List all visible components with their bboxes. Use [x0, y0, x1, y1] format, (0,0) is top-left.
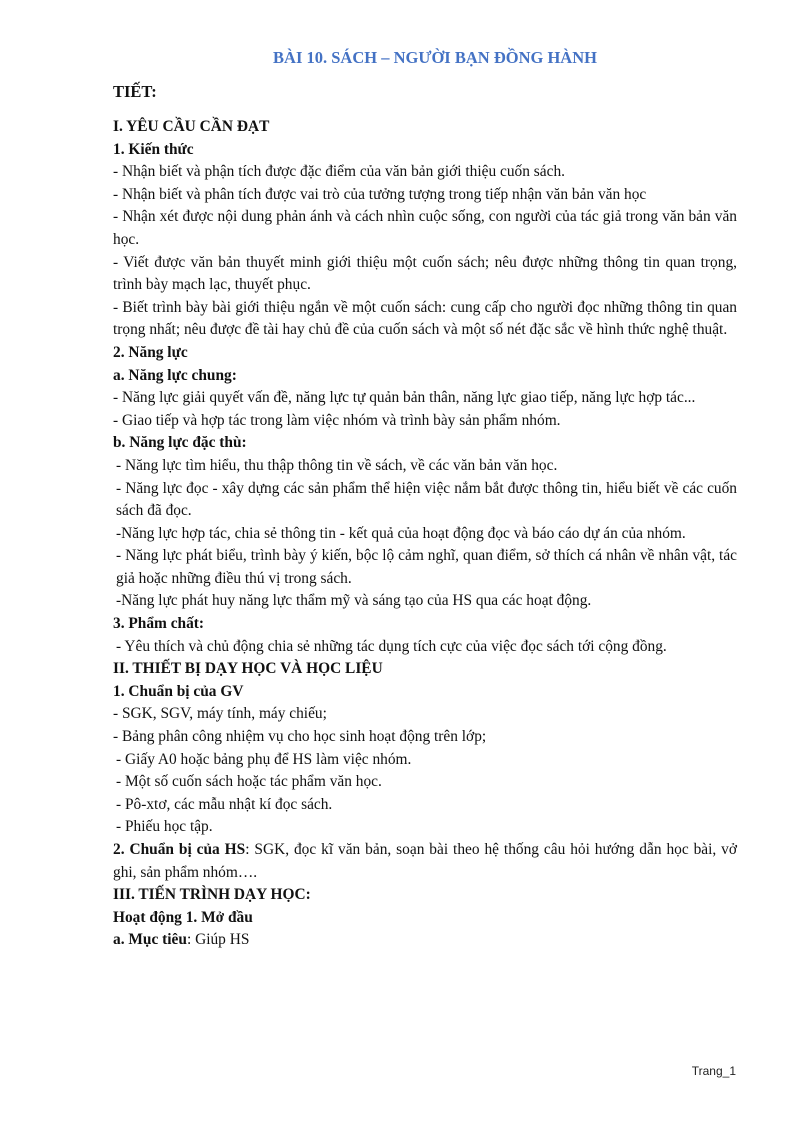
page-number: Trang_1: [691, 1064, 736, 1078]
student-prep-paragraph: [113, 839, 737, 884]
lesson-title: BÀI 10. SÁCH – NGƯỜI BẠN ĐỒNG HÀNH: [273, 48, 597, 67]
student-prep-label: 2. Chuẩn bị của HS: [113, 841, 246, 858]
objective-paragraph: [113, 929, 737, 952]
specific-competence-item: -Năng lực phát huy năng lực thẩm mỹ và sáng tạo của HS qua các hoạt động.: [116, 592, 592, 610]
section-heading-process: III. TIẾN TRÌNH DẠY HỌC:: [113, 886, 311, 904]
objective-label: a. Mục tiêu: [113, 931, 187, 949]
specific-competence-item: -Năng lực hợp tác, chia sẻ thông tin - kết quả của hoạt động đọc và báo cáo dự án của nhóm.: [116, 524, 686, 542]
quality-item: - Yêu thích và chủ động chia sẻ những tác dụng tích cực của việc đọc sách tới cộng đồng.: [116, 637, 667, 655]
knowledge-item: - Nhận xét được nội dung phản ánh và cách nhìn cuộc sống, con người của tác giả trong văn bản văn học.: [113, 208, 737, 248]
teacher-prep-item: - SGK, SGV, máy tính, máy chiếu;: [113, 705, 327, 723]
general-competence-item: - Giao tiếp và hợp tác trong làm việc nhóm và trình bày sản phẩm nhóm.: [113, 411, 561, 429]
knowledge-item: - Viết được văn bản thuyết minh giới thiệu một cuốn sách; nêu được những thông tin quan trọng, trình bày mạch lạc, thuyết phục.: [113, 253, 737, 294]
teacher-prep-item: - Pô-xtơ, các mẫu nhật kí đọc sách.: [116, 795, 333, 813]
section-heading-requirements: I. YÊU CẦU CẦN ĐẠT: [113, 118, 270, 135]
subheading-qualities: 3. Phẩm chất:: [113, 615, 205, 633]
section-heading-equipment: II. THIẾT BỊ DẠY HỌC VÀ HỌC LIỆU: [113, 660, 383, 678]
period-label: TIẾT:: [113, 82, 157, 101]
teacher-prep-item: - Phiếu học tập.: [116, 818, 213, 836]
subheading-general-competence: a. Năng lực chung:: [113, 366, 237, 384]
subheading-activity-1: Hoạt động 1. Mở đầu: [113, 908, 253, 926]
subheading-competence: 2. Năng lực: [113, 343, 188, 361]
subheading-specific-competence: b. Năng lực đặc thù:: [113, 434, 247, 452]
objective-text: : Giúp HS: [186, 931, 250, 949]
student-prep-text: : SGK, đọc kĩ văn bản, soạn bài theo hệ thống câu hỏi hướng dẫn học bài, vở ghi, sản phẩm nhóm….: [113, 841, 738, 881]
specific-competence-item: - Năng lực tìm hiểu, thu thập thông tin về sách, về các văn bản văn học.: [116, 456, 558, 474]
subheading-teacher-prep: 1. Chuẩn bị của GV: [113, 682, 244, 700]
teacher-prep-item: - Bảng phân công nhiệm vụ cho học sinh hoạt động trên lớp;: [113, 728, 487, 746]
teacher-prep-item: - Giấy A0 hoặc bảng phụ để HS làm việc nhóm.: [116, 750, 412, 768]
document-page: [113, 46, 737, 952]
general-competence-item: - Năng lực giải quyết vấn đề, năng lực tự quản bản thân, năng lực giao tiếp, năng lực hợp tác...: [113, 389, 696, 407]
teacher-prep-item: - Một số cuốn sách hoặc tác phẩm văn học.: [116, 773, 382, 791]
subheading-knowledge: 1. Kiến thức: [113, 140, 194, 158]
knowledge-item: - Nhận biết và phân tích được vai trò của tưởng tượng trong tiếp nhận văn bản văn học: [113, 185, 647, 203]
specific-competence-item: - Năng lực phát biểu, trình bày ý kiến, bộc lộ cảm nghĩ, quan điểm, sở thích cá nhân về nhân vật, tác giả hoặc những điều thú vị trong sách.: [116, 547, 737, 587]
specific-competence-item: - Năng lực đọc - xây dựng các sản phẩm thể hiện việc nắm bắt được thông tin, hiểu biết về các cuốn sách đã đọc.: [116, 479, 737, 520]
knowledge-item: - Nhận biết và phận tích được đặc điểm của văn bản giới thiệu cuốn sách.: [113, 163, 565, 181]
knowledge-item: - Biết trình bày bài giới thiệu ngắn về một cuốn sách: cung cấp cho người đọc những thông tin quan trọng nhất; nêu được đề tài hay chủ đề của cuốn sách và một số nét đặc sắc về hình thức nghệ thuật.: [113, 298, 737, 339]
